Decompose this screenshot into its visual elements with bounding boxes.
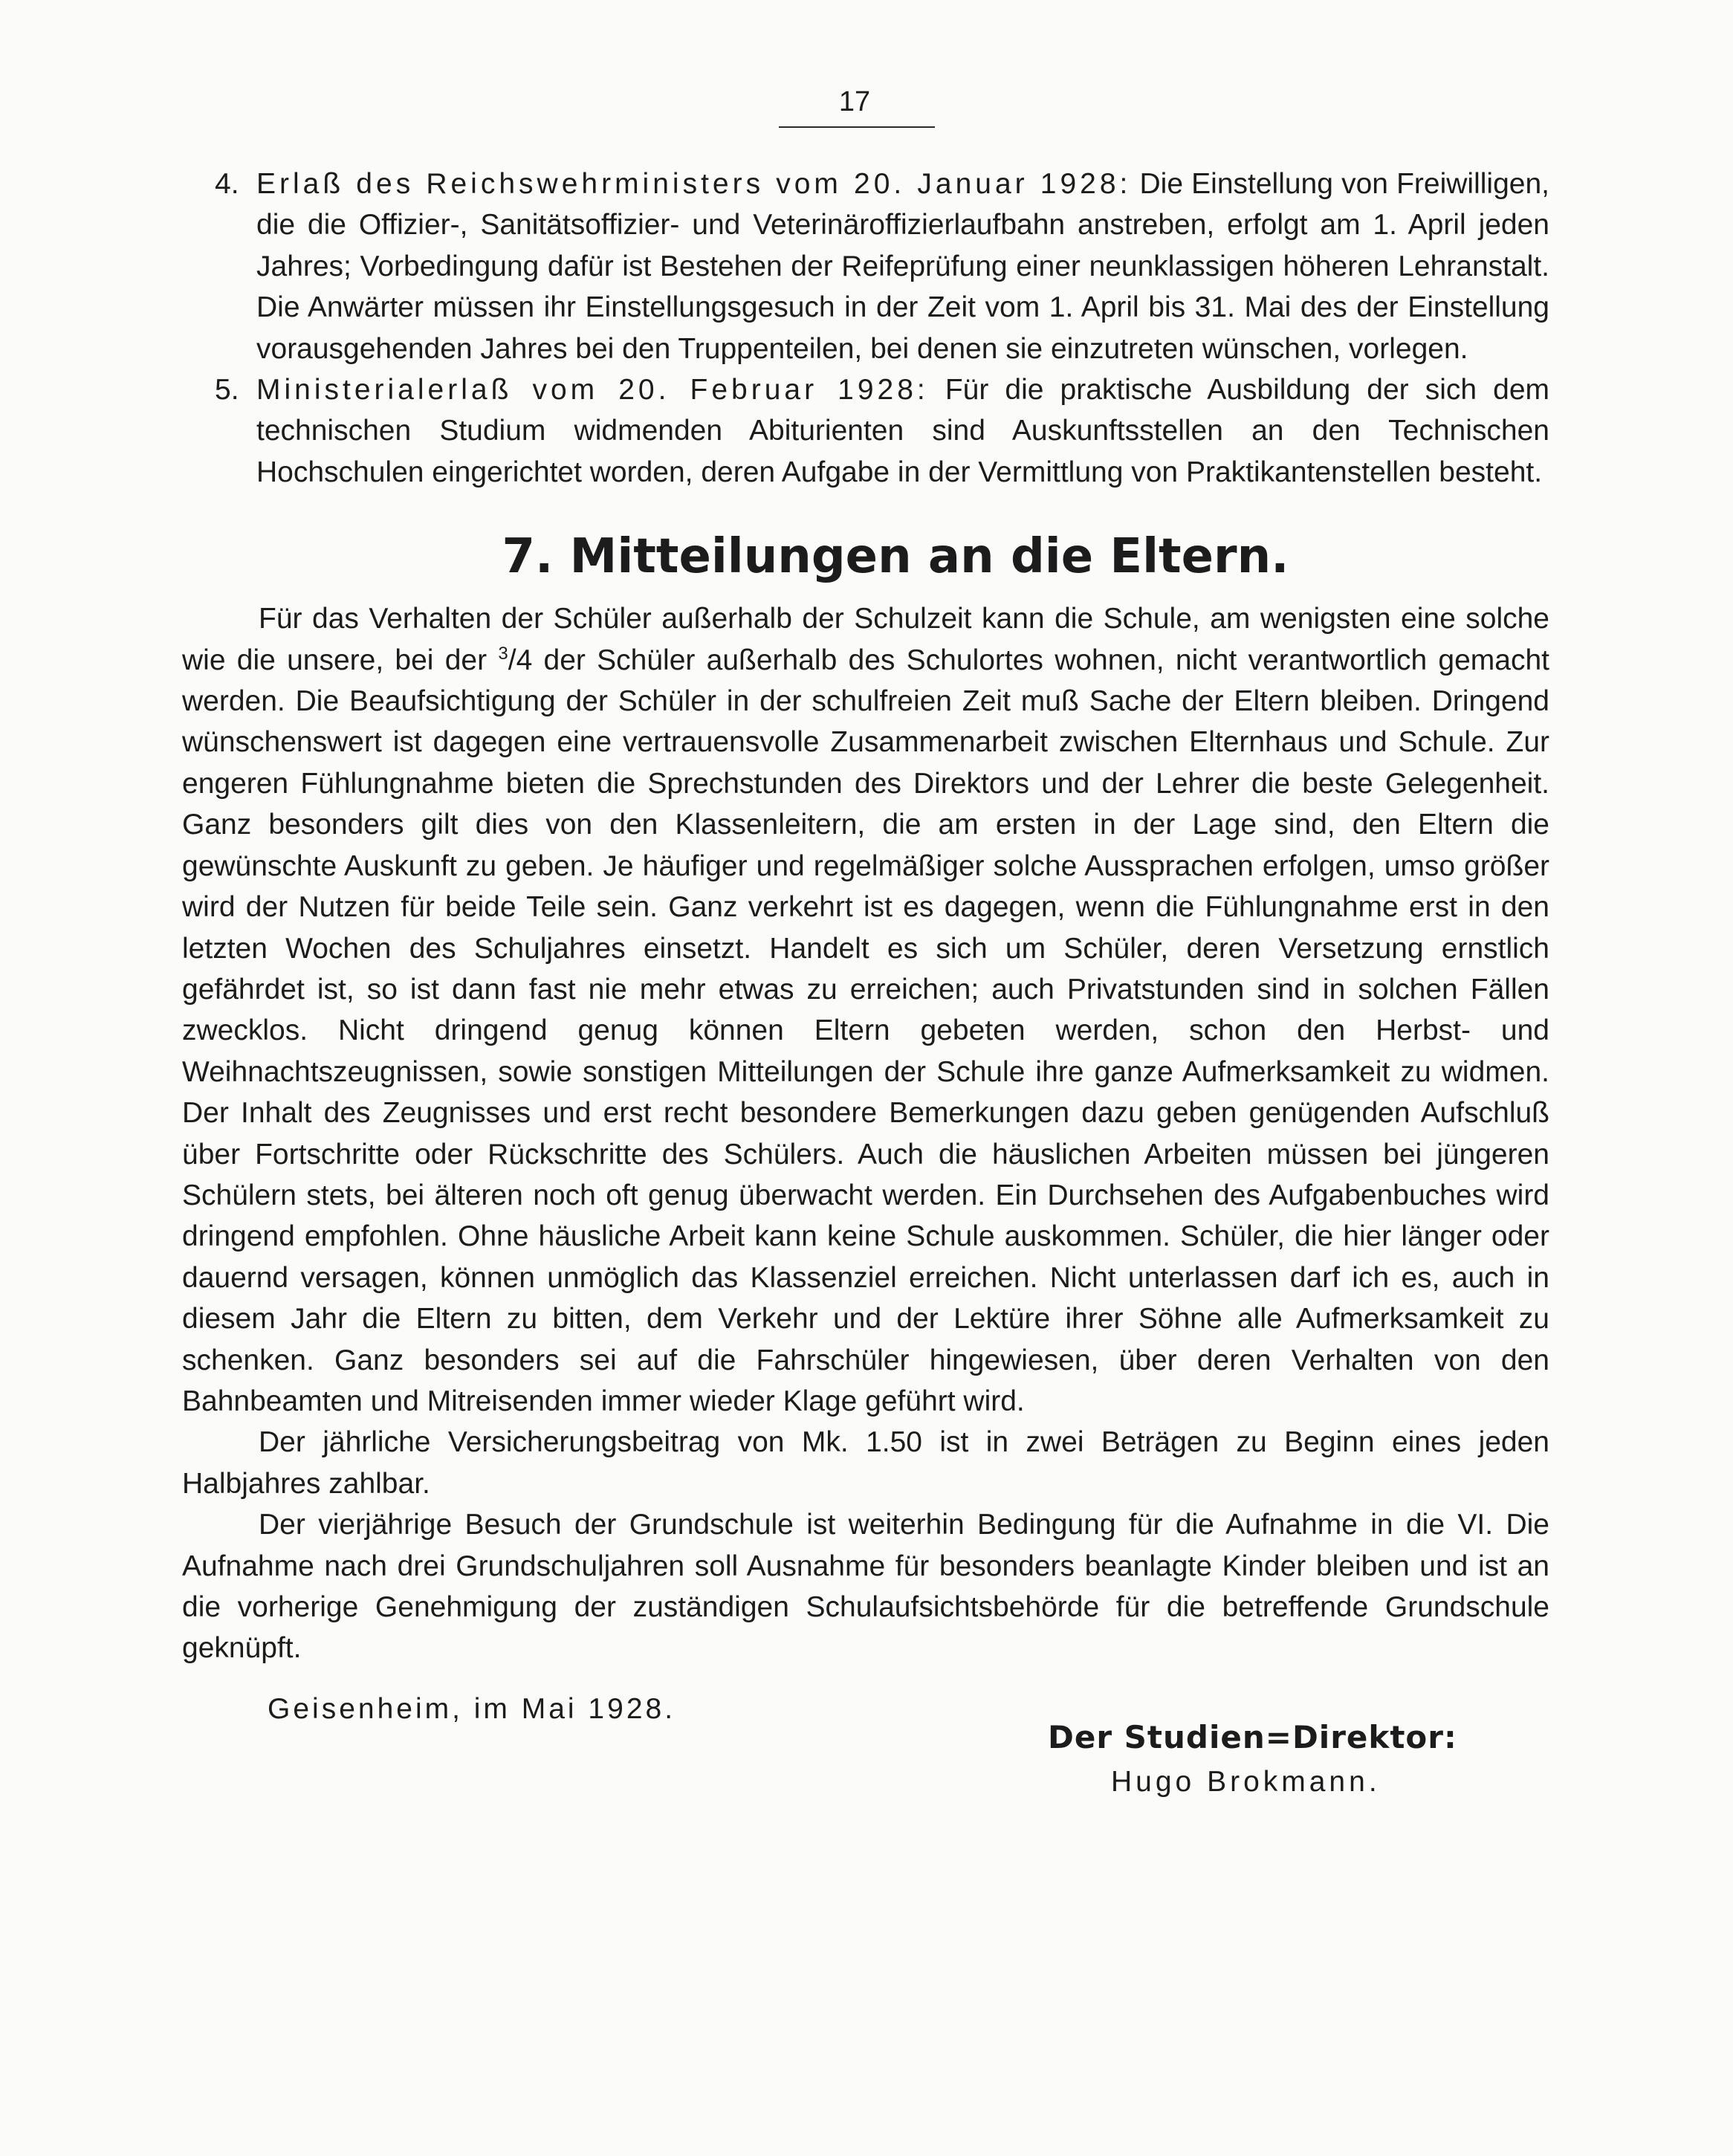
list-item-number: 5. bbox=[215, 374, 239, 407]
section-heading: 7. Mitteilungen an die Eltern. bbox=[502, 529, 1289, 585]
paragraph-admission: Der vierjährige Besuch der Grundschule ist weiterhin Bedingung für die Aufnahme in die VI. Die Aufnahme nach drei Grundschuljahren soll Ausnahme für besonders beanlagte Kinder bleiben und ist an die vorherige Genehmigung der zuständigen Schulaufsichtsbehörde für die betreffende Grundschule geknüpft. bbox=[182, 1509, 1549, 1665]
list-item-number: 4. bbox=[215, 168, 239, 200]
paragraph-insurance: Der jährliche Versicherungsbeitrag von Mk. 1.50 ist in zwei Beträgen zu Beginn eines jeden Halbjahres zahlbar. bbox=[182, 1426, 1549, 1500]
place-date: Geisenheim, im Mai 1928. bbox=[268, 1692, 676, 1725]
paragraph-parents bbox=[182, 598, 1549, 1422]
list-item-lead: Ministerialerlaß vom 20. Februar 1928: bbox=[256, 374, 929, 407]
fraction-numerator: 3 bbox=[498, 643, 508, 664]
signatory-title: Der Studien=Direktor: bbox=[1048, 1718, 1457, 1755]
fraction-denominator: /4 bbox=[508, 644, 533, 676]
list-item bbox=[182, 164, 1549, 369]
paragraph-text: Für das Verhalten der Schüler außerhalb der Schulzeit kann die Schule, am wenigsten eine solche wie die unsere, bei der bbox=[182, 603, 1549, 676]
list-item-lead: Erlaß des Reichswehrministers vom 20. Januar 1928: bbox=[256, 168, 1132, 200]
closing-block bbox=[182, 1689, 1549, 1800]
list-item-text: Die Einstellung von Freiwilligen, die die Offizier-, Sanitätsoffizier- und Veterinäroffizierlaufbahn anstreben, erfolgt am 1. April jeden Jahres; Vorbedingung dafür ist Bestehen der Reifeprüfung einer neunklassigen höheren Lehranstalt. Die Anwärter müssen ihr Einstellungsgesuch in der Zeit vom 1. April bis 31. Mai des der Einstellung vorausgehenden Jahres bei den Truppenteilen, bei denen sie einzutreten wünschen, vorlegen. bbox=[256, 168, 1549, 365]
page-number: 17 bbox=[838, 86, 871, 117]
list-item bbox=[182, 369, 1549, 493]
page-number-rule bbox=[779, 126, 935, 128]
paragraph-text: der Schüler außerhalb des Schulortes wohnen, nicht verantwortlich gemacht werden. Die Beaufsichtigung der Schüler in der schulfreien Zeit muß Sache der Eltern bleiben. Dringend wünschenswert ist dagegen eine vertrauensvolle Zusammenarbeit zwischen Elternhaus und Schule. Zur engeren Fühlungnahme bieten die Sprechstunden des Direktors und der Lehrer die beste Gelegenheit. Ganz besonders gilt dies von den Klassenleitern, die am ersten in der Lage sind, den Eltern die gewünschte Auskunft zu geben. Je häufiger und regelmäßiger solche Aussprachen erfolgen, umso größer wird der Nutzen für beide Teile sein. Ganz verkehrt ist es dagegen, wenn die Fühlungnahme erst in den letzten Wochen des Schuljahres einsetzt. Handelt es sich um Schüler, deren Versetzung ernstlich gefährdet ist, so ist dann fast nie mehr etwas zu erreichen; auch Privatstunden sind in solchen Fällen zwecklos. Nicht dringend genug können Eltern gebeten werden, schon den Herbst- und Weihnachtszeugnissen, sowie sonstigen Mitteilungen der Schule ihre ganze Aufmerksamkeit zu widmen. Der Inhalt des Zeugnisses und erst recht besondere Bemerkungen dazu geben genügenden Aufschluß über Fortschritte oder Rückschritte des Schülers. Auch die häuslichen Arbeiten müssen bei jüngeren Schülern stets, bei älteren noch oft genug überwacht werden. Ein Durchsehen des Aufgabenbuches wird dringend empfohlen. Ohne häusliche Arbeit kann keine Schule auskommen. Schüler, die hier länger oder dauernd versagen, können unmöglich das Klassenziel erreichen. Nicht unterlassen darf ich es, auch in diesem Jahr die Eltern zu bitten, dem Verkehr und der Lektüre ihrer Söhne alle Aufmerksamkeit zu schenken. Ganz besonders sei auf die Fahrschüler hingewiesen, über deren Verhalten von den Bahnbeamten und Mitreisenden immer wieder Klage geführt wird. bbox=[182, 644, 1549, 1417]
list-item-text: Für die praktische Ausbildung der sich dem technischen Studium widmenden Abiturienten sind Auskunftsstellen an den Technischen Hochschulen eingerichtet worden, deren Aufgabe in der Vermittlung von Praktikantenstellen besteht. bbox=[256, 374, 1549, 488]
signatory-name: Hugo Brokmann. bbox=[1111, 1765, 1381, 1798]
page-body bbox=[182, 164, 1549, 1800]
